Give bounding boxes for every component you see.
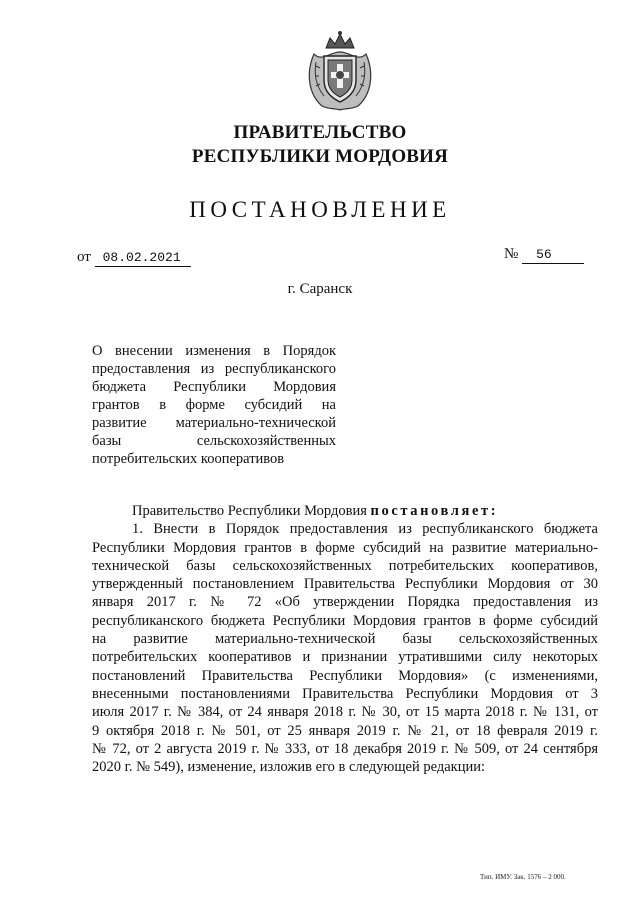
subject-line: базы сельскохозяйственных bbox=[92, 433, 336, 449]
government-title-region: РЕСПУБЛИКИ МОРДОВИЯ bbox=[191, 146, 449, 167]
paragraph-line: № 72, от 2 августа 2019 г. № 333, от 18 декабря 2019 г. № 509, от 24 сентября bbox=[92, 740, 598, 757]
intro-text: Правительство Республики Мордовия bbox=[132, 503, 367, 519]
date-prefix: от bbox=[77, 249, 91, 265]
paragraph-line: июля 2017 г. № 384, от 24 января 2018 г. № 30, от 15 марта 2018 г. № 131, от bbox=[92, 704, 598, 721]
government-title: ПРАВИТЕЛЬСТВО bbox=[233, 122, 407, 143]
paragraph-line: внесенными постановлениями Правительства Республики Мордовия от 3 bbox=[92, 685, 598, 702]
document-subject bbox=[92, 342, 336, 468]
paragraph-line: республиканского бюджета Республики Мордовия грантов в форме субсидий bbox=[92, 612, 598, 629]
document-body bbox=[92, 502, 598, 776]
intro-emphasis: постановляет: bbox=[370, 503, 499, 519]
paragraph-line: утвержденный постановлением Правительства Республики Мордовия от 30 bbox=[92, 576, 598, 593]
document-date-row bbox=[77, 248, 191, 267]
subject-line: предоставления из республиканского bbox=[92, 361, 336, 377]
paragraph-line: 9 октября 2018 г. № 501, от 25 января 2019 г. № 21, от 18 февраля 2019 г. bbox=[92, 722, 598, 739]
subject-line: развитие материально-технической bbox=[92, 415, 336, 431]
document-type: ПОСТАНОВЛЕНИЕ bbox=[189, 197, 451, 222]
document-number: 56 bbox=[522, 247, 584, 264]
paragraph-line: 1. Внести в Порядок предоставления из республиканского бюджета bbox=[132, 521, 598, 538]
document-date: 08.02.2021 bbox=[95, 250, 191, 267]
paragraph-line: января 2017 г. № 72 «Об утверждении Порядка предоставления из bbox=[92, 594, 598, 611]
document-number-row bbox=[504, 245, 584, 264]
body-paragraph bbox=[92, 520, 598, 776]
print-note: Тип. ИМУ. Зак. 1576 – 2 000. bbox=[480, 873, 566, 881]
coat-of-arms-icon bbox=[300, 28, 380, 112]
subject-line: потребительских кооперативов bbox=[92, 451, 285, 467]
paragraph-line: на развитие материально-технической базы сельскохозяйственных bbox=[92, 631, 598, 648]
paragraph-line: потребительских кооперативов и признании утратившими силу некоторых bbox=[92, 649, 598, 666]
paragraph-line: технической базы сельскохозяйственных потребительских кооперативов, bbox=[92, 557, 598, 574]
number-prefix: № bbox=[504, 246, 519, 262]
paragraph-line: постановлений Правительства Республики Мордовия» (с изменениями, bbox=[92, 667, 598, 684]
paragraph-line: 2020 г. № 549), изменение, изложив его в следующей редакции: bbox=[92, 759, 486, 776]
paragraph-line: Республики Мордовия грантов в форме субсидий на развитие материально- bbox=[92, 539, 598, 556]
document-city: г. Саранск bbox=[287, 281, 353, 297]
body-intro bbox=[92, 502, 598, 520]
subject-line: О внесении изменения в Порядок bbox=[92, 343, 336, 359]
subject-line: бюджета Республики Мордовия bbox=[92, 379, 336, 395]
subject-line: грантов в форме субсидий на bbox=[92, 397, 336, 413]
